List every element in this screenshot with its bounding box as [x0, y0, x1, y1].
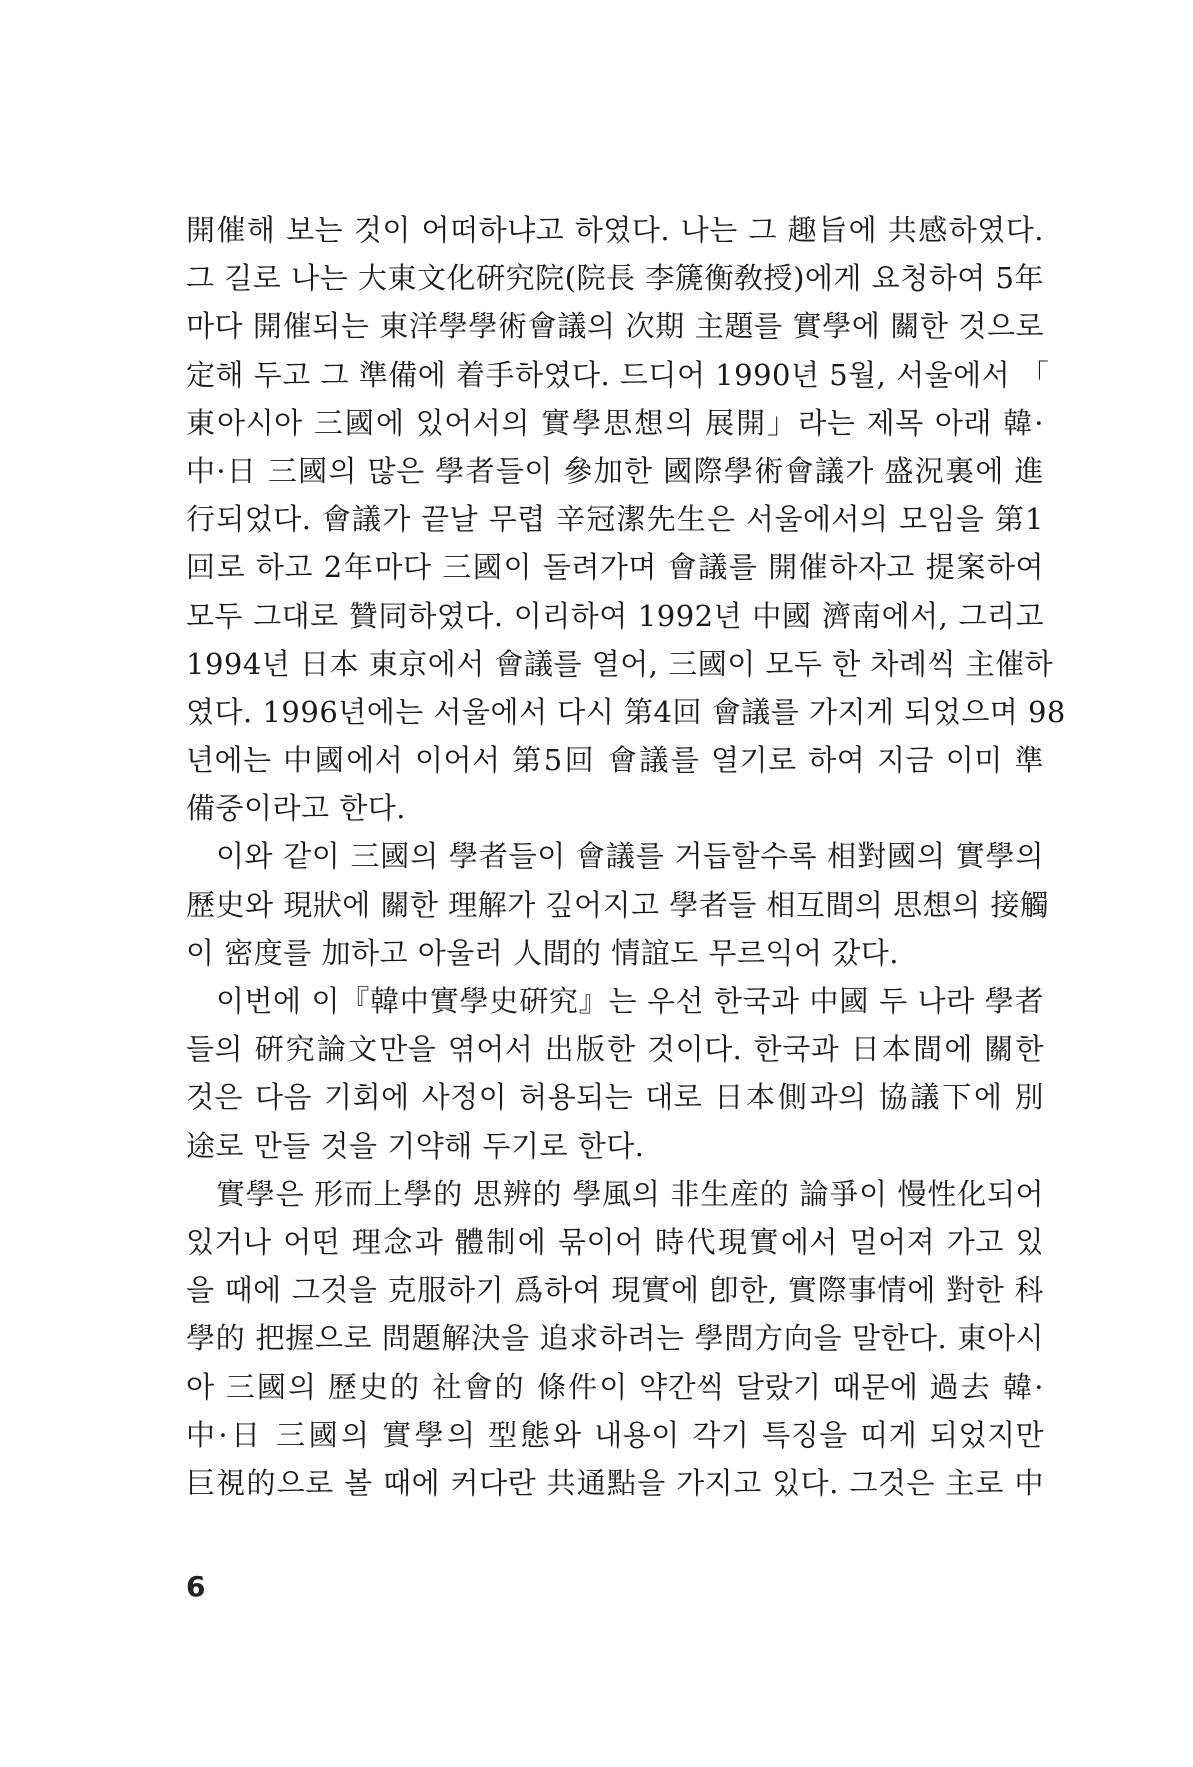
text-line: 行되었다. 會議가 끝날 무렵 辛冠潔先生은 서울에서의 모임을 第1: [186, 502, 1044, 537]
text-line: 마다 開催되는 東洋學學術會議의 次期 主題를 實學에 關한 것으로: [186, 309, 1044, 344]
text-line: 이와 같이 三國의 學者들이 會議를 거듭할수록 相對國의 實學의: [216, 839, 1044, 874]
text-line: 아 三國의 歷史的 社會的 條件이 약간씩 달랐기 때문에 過去 韓·: [186, 1369, 1044, 1404]
text-line: 있거나 어떤 理念과 體制에 묶이어 時代現實에서 멀어져 가고 있: [186, 1224, 1044, 1259]
text-line: 定해 두고 그 準備에 着手하였다. 드디어 1990년 5월, 서울에서 「: [186, 357, 1050, 392]
body-text: [186, 206, 1066, 1507]
text-line: 巨視的으로 볼 때에 커다란 共通點을 가지고 있다. 그것은 主로 中: [186, 1465, 1044, 1500]
text-line: 들의 硏究論文만을 엮어서 出版한 것이다. 한국과 日本間에 關한: [186, 1032, 1044, 1067]
text-line: 備중이라고 한다.: [186, 791, 407, 826]
text-line: 을 때에 그것을 克服하기 爲하여 現實에 卽한, 實際事情에 對한 科: [186, 1273, 1044, 1308]
text-line: 모두 그대로 贊同하였다. 이리하여 1992년 中國 濟南에서, 그리고: [186, 598, 1044, 633]
text-line: 것은 다음 기회에 사정이 허용되는 대로 日本側과의 協議下에 別: [186, 1080, 1044, 1115]
text-line: 1994년 日本 東京에서 會議를 열어, 三國이 모두 한 차례씩 主催하: [186, 646, 1054, 681]
text-line: 學的 把握으로 問題解決을 追求하려는 學問方向을 말한다. 東아시: [186, 1321, 1044, 1356]
text-line: 년에는 中國에서 이어서 第5回 會議를 열기로 하여 지금 이미 準: [186, 743, 1044, 778]
text-line: 였다. 1996년에는 서울에서 다시 第4回 會議를 가지게 되었으며 98: [186, 694, 1066, 729]
text-line: 이번에 이『韓中實學史硏究』는 우선 한국과 中國 두 나라 學者: [216, 984, 1044, 1018]
text-line: 이 密度를 加하고 아울러 人間的 情誼도 무르익어 갔다.: [186, 935, 899, 970]
text-line: 中·日 三國의 實學의 型態와 내용이 각기 특징을 띠게 되었지만: [186, 1417, 1044, 1452]
text-line: 歷史와 現狀에 關한 理解가 깊어지고 學者들 相互間의 思想의 接觸: [186, 887, 1050, 922]
page-number: 6: [186, 1570, 206, 1603]
text-line: 途로 만들 것을 기약해 두기로 한다.: [186, 1128, 645, 1163]
text-line: 그 길로 나는 大東文化硏究院(院長 李篪衡敎授)에게 요청하여 5年: [186, 261, 1044, 296]
text-line: 東아시아 三國에 있어서의 實學思想의 展開」라는 제목 아래 韓·: [186, 405, 1044, 440]
text-line: 回로 하고 2年마다 三國이 돌려가며 會議를 開催하자고 提案하여: [186, 550, 1044, 585]
text-line: 開催해 보는 것이 어떠하냐고 하였다. 나는 그 趣旨에 共感하였다.: [186, 213, 1044, 247]
text-line: 實學은 形而上學的 思辨的 學風의 非生産的 論爭이 慢性化되어: [216, 1176, 1044, 1211]
text-line: 中·日 三國의 많은 學者들이 參加한 國際學術會議가 盛況裏에 進: [186, 453, 1044, 488]
